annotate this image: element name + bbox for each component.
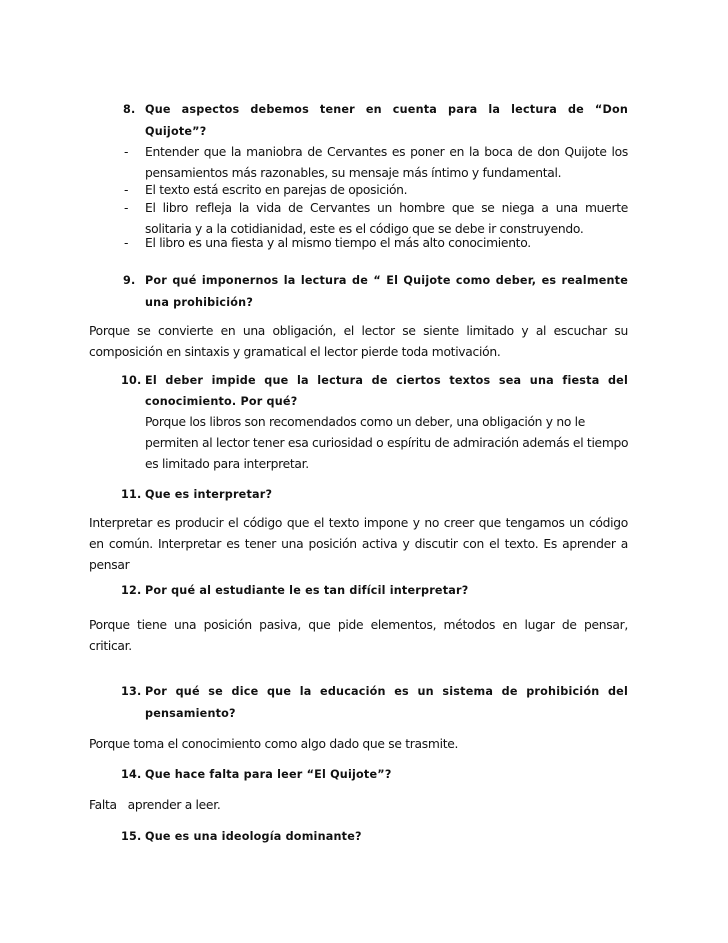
bullet-dash: - (124, 183, 129, 197)
question-9 (123, 270, 628, 291)
question-number: 9. (123, 274, 136, 287)
answer-10 (145, 412, 628, 475)
answer-line: El libro refleja la vida de Cervantes un hombre que se niega a una muerte (145, 201, 628, 215)
question-number: 15. (121, 830, 142, 843)
question-number: 12. (121, 584, 142, 597)
answer-line: Porque se convierte en una obligación, el lector se siente limitado y al escuchar su (89, 324, 628, 338)
question-15 (121, 826, 628, 847)
answer-line: Porque toma el conocimiento como algo dado que se trasmite. (89, 737, 459, 751)
answer-9 (89, 321, 628, 363)
question-number: 10. (121, 374, 142, 387)
answer-line: Falta aprender a leer. (89, 798, 221, 812)
question-13 (121, 681, 628, 702)
answer-line: permiten al lector tener esa curiosidad o espíritu de admiración además el tiempo (145, 436, 629, 450)
question-number: 8. (123, 103, 136, 116)
question-text-line: pensamiento? (145, 707, 236, 720)
question-12 (121, 580, 628, 601)
answer-line: composición en sintaxis y gramatical el lector pierde toda motivación. (89, 345, 501, 359)
answer-line: Interpretar es producir el código que el texto impone y no creer que tengamos un código (89, 516, 628, 530)
answer-line: Porque los libros son recomendados como un deber, una obligación y no le (145, 415, 586, 429)
question-text-line: una prohibición? (145, 296, 254, 309)
question-text-line: Quijote”? (145, 125, 207, 138)
question-text-line: conocimiento. Por qué? (145, 395, 298, 408)
answer-14 (89, 795, 628, 816)
bullet-item (124, 142, 628, 184)
answer-line: Entender que la maniobra de Cervantes es poner en la boca de don Quijote los (145, 145, 628, 159)
question-number: 14. (121, 768, 142, 781)
answer-line: pensamientos más razonables, su mensaje más íntimo y fundamental. (145, 166, 562, 180)
question-text-line: Que es una ideología dominante? (145, 830, 362, 843)
answer-line: El libro es una fiesta y al mismo tiempo el más alto conocimiento. (145, 236, 531, 250)
bullet-dash: - (124, 201, 129, 215)
answer-12 (89, 615, 628, 657)
answer-line: solitaria y a la cotidianidad, este es el código que se debe ir construyendo. (145, 222, 584, 236)
bullet-dash: - (124, 236, 129, 250)
question-text-line: Que aspectos debemos tener en cuenta para la lectura de “Don (145, 103, 628, 116)
question-10 (121, 370, 628, 391)
question-14 (121, 764, 628, 785)
question-9-cont (145, 292, 628, 313)
question-text-line: Que es interpretar? (145, 488, 273, 501)
question-number: 13. (121, 685, 142, 698)
answer-line: Porque tiene una posición pasiva, que pide elementos, métodos en lugar de pensar, (89, 618, 628, 632)
answer-line: El texto está escrito en parejas de oposición. (145, 183, 408, 197)
question-10-cont (145, 391, 628, 412)
answer-line: criticar. (89, 639, 132, 653)
question-number: 11. (121, 488, 142, 501)
question-text-line: Por qué se dice que la educación es un sistema de prohibición del (145, 685, 628, 698)
answer-11 (89, 513, 628, 576)
question-11 (121, 484, 628, 505)
question-text-line: Que hace falta para leer “El Quijote”? (145, 768, 392, 781)
bullet-dash: - (124, 145, 129, 159)
bullet-item (124, 233, 628, 254)
question-text-line: Por qué al estudiante le es tan difícil interpretar? (145, 584, 469, 597)
question-8 (123, 99, 628, 120)
question-text-line: El deber impide que la lectura de ciertos textos sea una fiesta del (145, 374, 628, 387)
answer-line: pensar (89, 558, 130, 572)
answer-line: es limitado para interpretar. (145, 457, 309, 471)
question-8-cont (145, 121, 628, 142)
question-13-cont (145, 703, 628, 724)
answer-13 (89, 734, 628, 755)
question-text-line: Por qué imponernos la lectura de “ El Quijote como deber, es realmente (145, 274, 628, 287)
answer-line: en común. Interpretar es tener una posición activa y discutir con el texto. Es aprender a (89, 537, 628, 551)
